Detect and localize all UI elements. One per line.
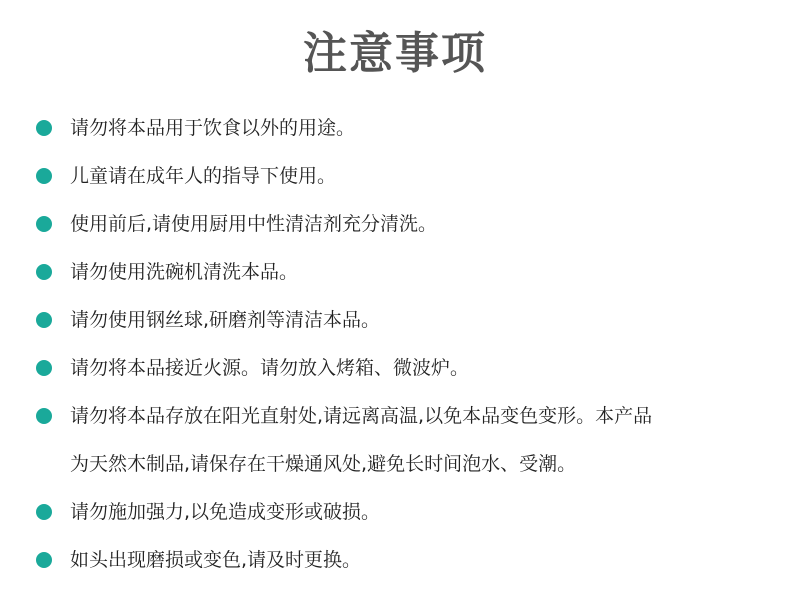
- bullet-dot-icon: [36, 312, 52, 328]
- bullet-dot-icon: [36, 504, 52, 520]
- item-text: 请勿施加强力,以免造成变形或破损。: [70, 501, 381, 523]
- list-item: [0, 200, 790, 248]
- bullet-dot-icon: [36, 264, 52, 280]
- bullet-dot-icon: [36, 552, 52, 568]
- list-item: [0, 344, 790, 392]
- list-item: [0, 296, 790, 344]
- item-text: 如头出现磨损或变色,请及时更换。: [70, 549, 362, 571]
- item-text: 请勿使用洗碗机清洗本品。: [70, 261, 299, 283]
- notice-list: [0, 104, 790, 584]
- bullet-dot-icon: [36, 216, 52, 232]
- item-text: 儿童请在成年人的指导下使用。: [70, 165, 337, 187]
- bullet-dot-icon: [36, 168, 52, 184]
- bullet-dot-icon: [36, 360, 52, 376]
- list-item: [0, 248, 790, 296]
- item-text: 请勿将本品存放在阳光直射处,请远离高温,以免本品变色变形。本产品: [70, 405, 653, 427]
- item-text: 请勿将本品接近火源。请勿放入烤箱、微波炉。: [70, 357, 470, 379]
- item-text-continued: 为天然木制品,请保存在干燥通风处,避免长时间泡水、受潮。: [70, 453, 577, 475]
- list-item: [0, 392, 790, 488]
- item-text: 请勿使用钢丝球,研磨剂等清洁本品。: [70, 309, 381, 331]
- item-text: 使用前后,请使用厨用中性清洁剂充分清洗。: [70, 213, 438, 235]
- list-item: [0, 536, 790, 584]
- list-item: [0, 488, 790, 536]
- bullet-dot-icon: [36, 120, 52, 136]
- item-text: 请勿将本品用于饮食以外的用途。: [70, 117, 356, 139]
- list-item: [0, 104, 790, 152]
- bullet-dot-icon: [36, 408, 52, 424]
- page-title: 注意事项: [303, 28, 487, 79]
- list-item: [0, 152, 790, 200]
